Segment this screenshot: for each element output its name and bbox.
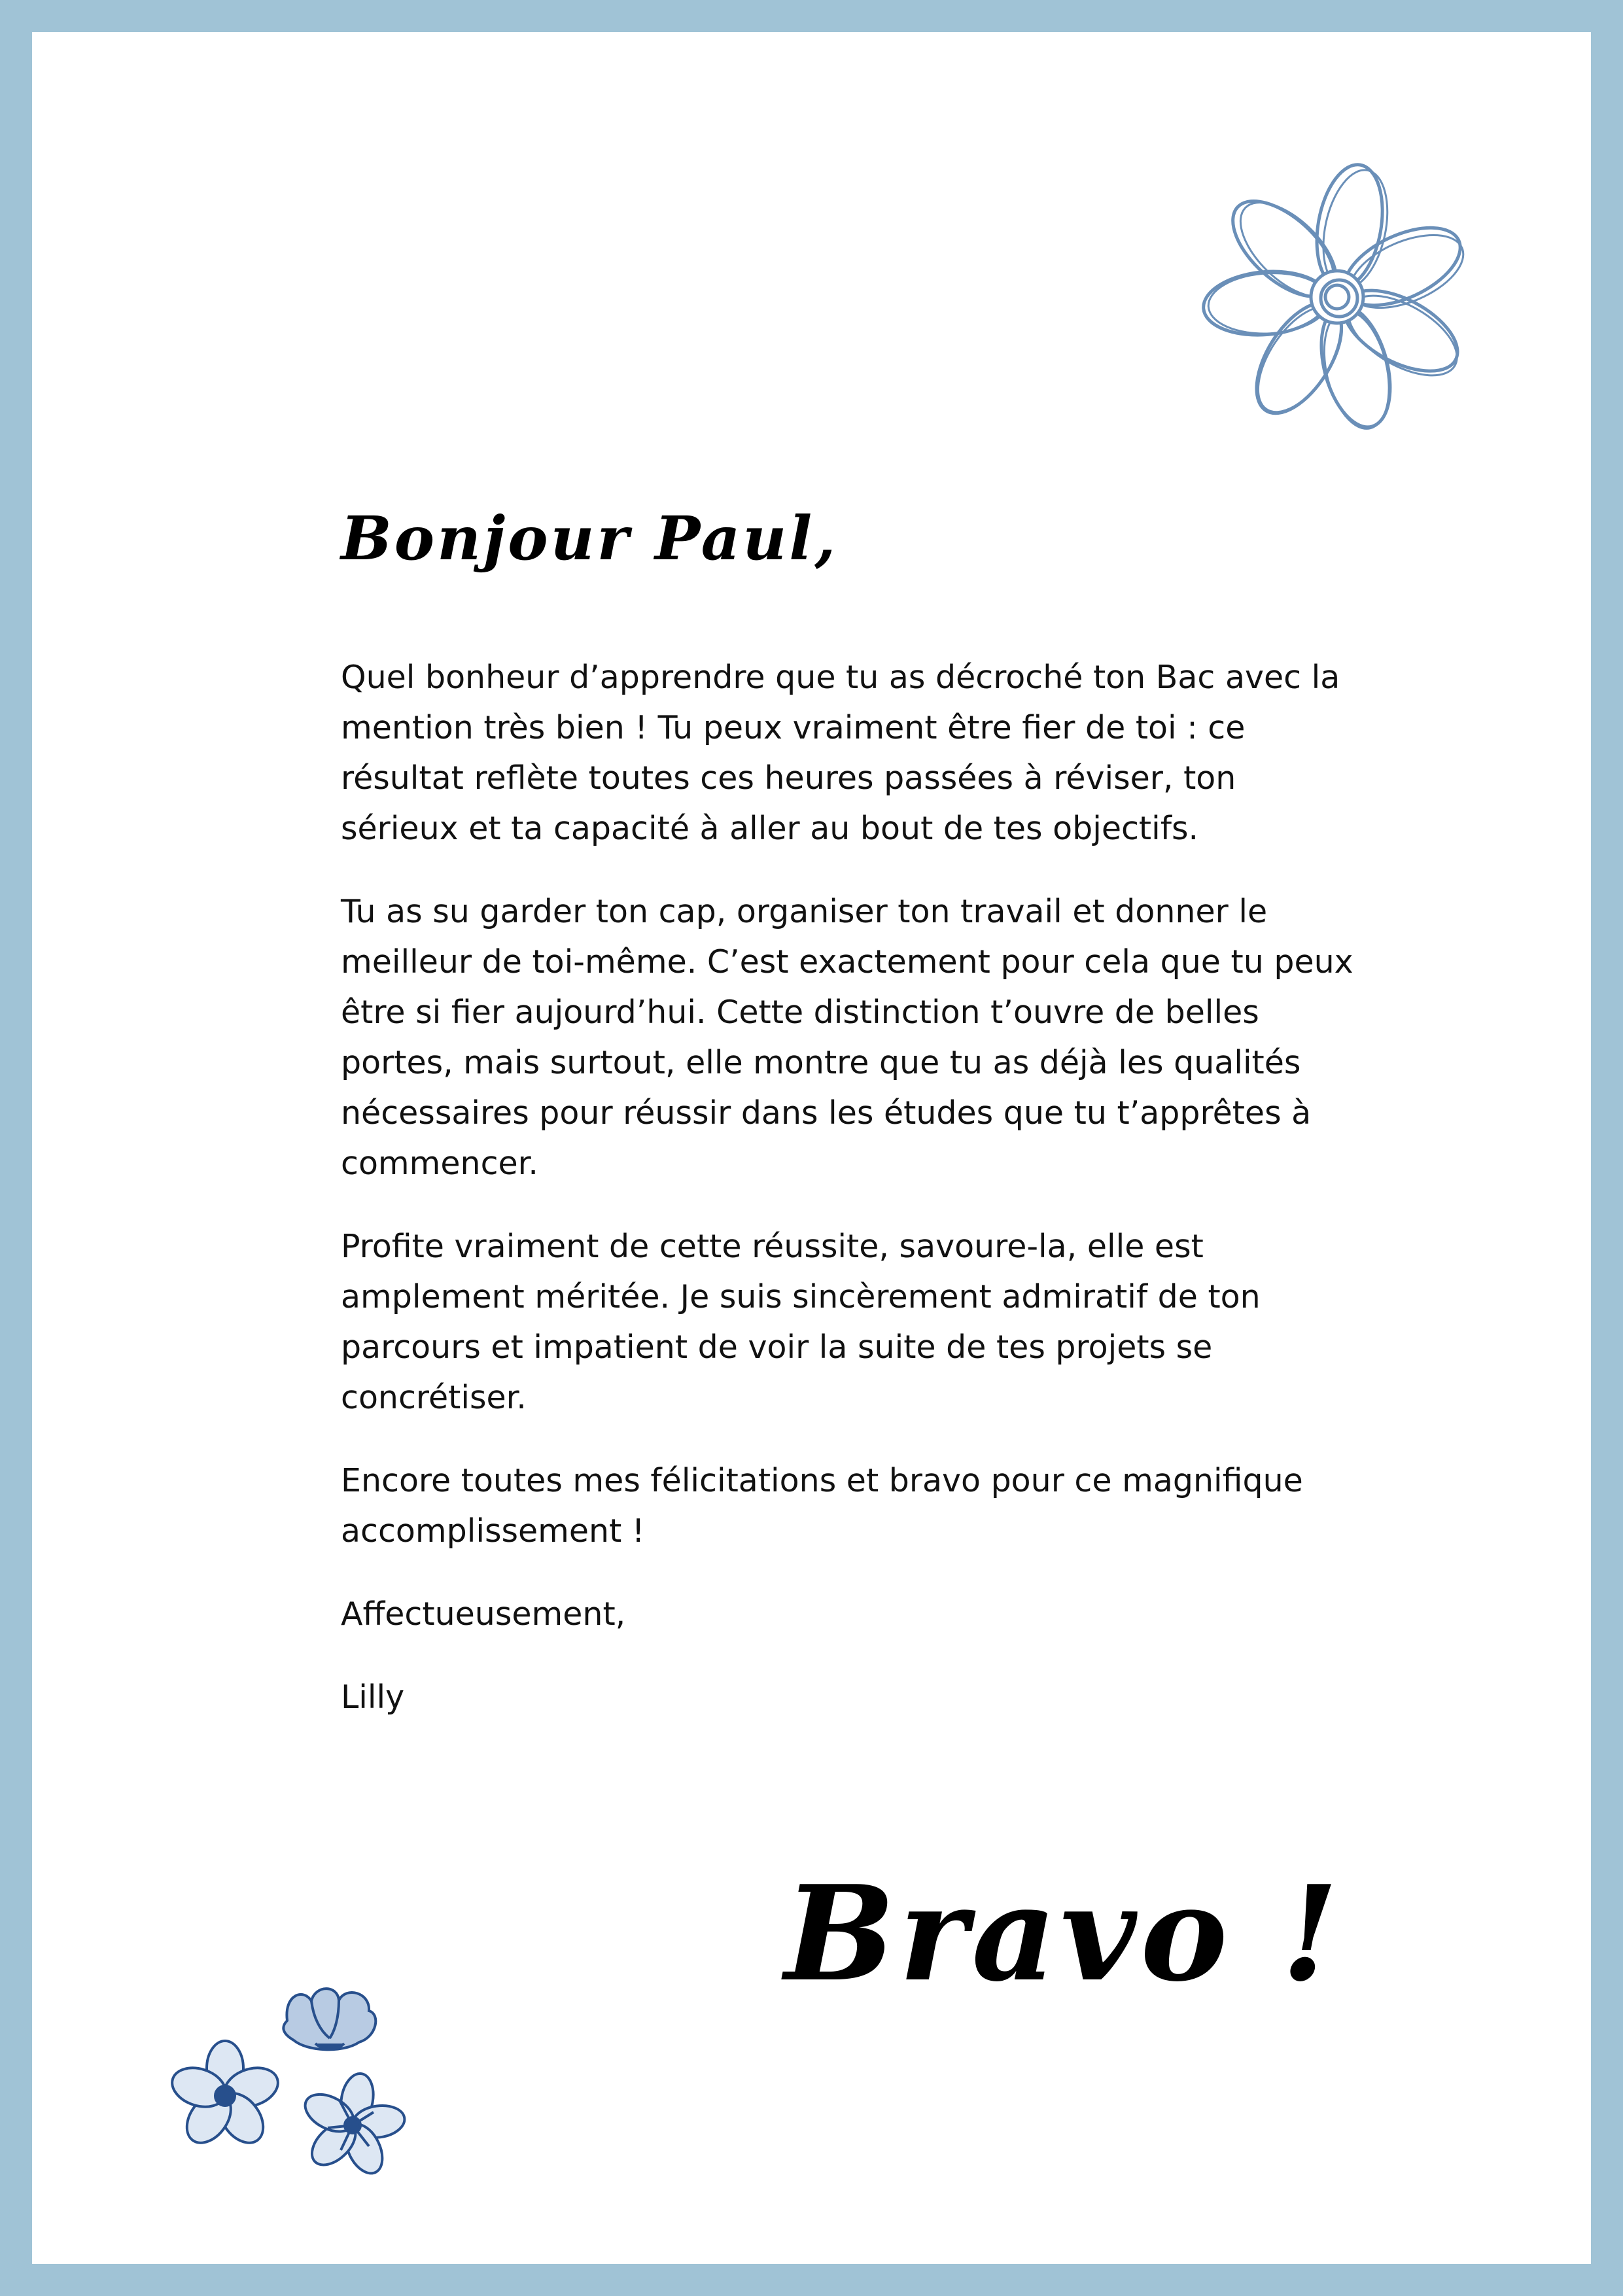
letter-signature: Lilly xyxy=(341,1679,405,1716)
letter-paragraph: Profite vraiment de cette réussite, savoure-la, elle est amplement méritée. Je suis sincèrement admiratif de ton parcours et impatient de voir la suite de tes projets se concrétiser. xyxy=(341,1228,1261,1416)
letter-page xyxy=(32,32,1591,2264)
letter-closing: Affectueusement, xyxy=(341,1595,626,1633)
bravo-heading: Bravo ! xyxy=(784,1857,1343,2011)
letter-paragraph: Encore toutes mes félicitations et bravo pour ce magnifique accomplissement ! xyxy=(341,1462,1303,1550)
flower-cluster-icon xyxy=(160,1978,428,2194)
letter-paragraph: Quel bonheur d’apprendre que tu as décroché ton Bac avec la mention très bien ! Tu peux vraiment être fier de toi : ce résultat reflète toutes ces heures passées à réviser, ton sérieux et ta capacité à aller au bout de tes objectifs. xyxy=(341,659,1340,847)
letter-greeting: Bonjour Paul, xyxy=(341,503,839,574)
letter-paragraph: Tu as su garder ton cap, organiser ton travail et donner le meilleur de toi-même. C’est exactement pour cela que tu peux être si fier aujourd’hui. Cette distinction t’ouvre de belles portes, mais surtout, elle montre que tu as déjà les qualités nécessaires pour réussir dans les études que tu t’apprêtes à commencer. xyxy=(341,893,1353,1182)
flower-outline-icon xyxy=(1180,153,1494,441)
letter-body xyxy=(341,652,1361,1755)
